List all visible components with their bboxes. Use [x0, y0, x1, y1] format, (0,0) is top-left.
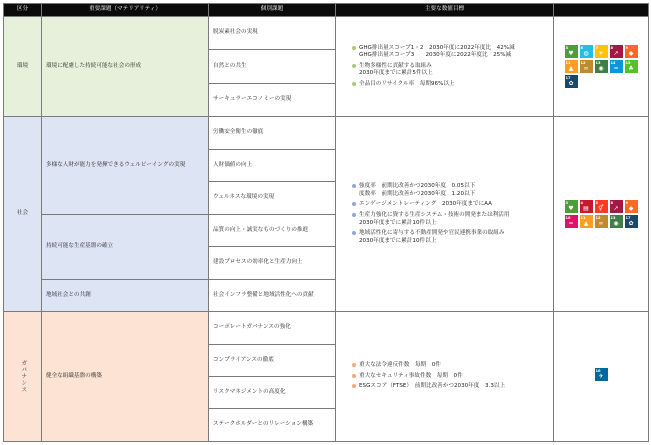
header-targets: 主要な数値目標 [336, 4, 554, 17]
sdg-goal-16-icon [595, 368, 608, 381]
sdg-glyph-icon: ◆ [628, 50, 634, 58]
target-text: 度数率 前期比改善かつ2030年度 1.20以下 [359, 190, 476, 197]
target-text: ESGスコア（FTSE） 前期比改善かつ2030年度 3.3以上 [359, 383, 506, 390]
target-text: 生物多様性に貢献する取組み [359, 62, 432, 69]
sdg-glyph-icon: ∞ [583, 65, 589, 73]
target-text: 2030年度までに累計10件以上 [359, 237, 437, 244]
bullet-icon [352, 184, 356, 188]
category-environment: 環境 [4, 17, 42, 117]
sdg-number: 7 [595, 45, 599, 50]
sdg-glyph-icon: ⚥ [598, 205, 604, 213]
sdg-number: 9 [625, 45, 629, 50]
sdg-glyph-icon: ◉ [613, 220, 619, 228]
sdg-goal-5-icon [595, 200, 608, 213]
sdg-glyph-icon: ♥ [568, 205, 574, 213]
header-row [4, 4, 649, 17]
target-item [352, 81, 549, 89]
issue-cell: 人財価値の向上 [209, 149, 336, 181]
materiality-environment: 環境に配慮した持続可能な社会の形成 [42, 17, 209, 117]
sdg-grid [565, 200, 638, 228]
issue-cell: 脱炭素社会の実現 [209, 17, 336, 50]
sdg-number: 15 [625, 60, 631, 65]
materiality-governance: 健全な組織基盤の構築 [42, 312, 209, 442]
sdg-glyph-icon: ♥ [568, 50, 574, 58]
sdg-grid [595, 368, 608, 381]
bullet-icon [352, 82, 356, 86]
sdg-glyph-icon: ▲ [583, 220, 589, 228]
target-list [340, 362, 549, 391]
sdg-goal-9-icon [625, 45, 638, 58]
sdg-number: 17 [565, 75, 571, 80]
header-category: 区分 [4, 4, 42, 17]
sdg-goal-11-icon [565, 60, 578, 73]
targets-environment [336, 17, 554, 117]
bullet-icon [352, 202, 356, 206]
target-item [352, 45, 549, 60]
issue-cell: 建設プロセスの効率化と生産力向上 [209, 247, 336, 279]
sdg-goal-3-icon [565, 45, 578, 58]
sdg-number: 5 [595, 200, 599, 205]
target-text: GHG排出量スコープ1・2 2030年度に2022年度比 42%減 [359, 44, 515, 51]
issue-cell: リスクマネジメントの高度化 [209, 377, 336, 409]
sdg-goal-3-icon [565, 200, 578, 213]
sdg-goal-10-icon [565, 215, 578, 228]
sdg-number: 3 [565, 45, 569, 50]
sdg-goal-6-icon [580, 45, 593, 58]
sdg-number: 16 [595, 368, 601, 373]
header-issues: 個別課題 [209, 4, 336, 17]
sdg-number: 14 [610, 60, 616, 65]
category-society: 社会 [4, 117, 42, 312]
target-text: 強度率 前期比改善かつ2030年度 0.05以下 [359, 183, 476, 190]
sdg-glyph-icon: ▲ [568, 65, 574, 73]
issue-cell: ウェルネスな環境の実現 [209, 182, 336, 214]
sdg-glyph-icon: ∞ [598, 220, 604, 228]
sdg-glyph-icon: ♣ [628, 65, 634, 73]
sdg-grid [565, 45, 638, 88]
target-text: 地域活性化に寄与する不動産開発や官民連携事業の取組み [359, 230, 505, 237]
sdg-icons-environment [554, 17, 649, 117]
sdg-goal-13-icon [610, 215, 623, 228]
sdg-number: 13 [595, 60, 601, 65]
materiality-society-2: 持続可能な生産基盤の確立 [42, 214, 209, 279]
sdg-icons-governance [554, 312, 649, 442]
table-row [4, 312, 649, 344]
target-text: 全品目のリサイクル率 毎期96%以上 [359, 81, 455, 88]
bullet-icon [352, 231, 356, 235]
sdg-goal-12-icon [595, 215, 608, 228]
sdg-goal-11-icon [580, 215, 593, 228]
sdg-glyph-icon: ✿ [568, 80, 574, 88]
sdg-glyph-icon: ☀ [598, 50, 604, 58]
sdg-number: 3 [565, 200, 569, 205]
sdg-glyph-icon: ↗ [613, 205, 619, 213]
bullet-icon [352, 384, 356, 388]
sdg-number: 12 [580, 60, 586, 65]
issue-cell: 品質の向上・誠実なものづくりの推進 [209, 214, 336, 246]
sdg-goal-13-icon [595, 60, 608, 73]
category-governance: ガバナンス [4, 312, 42, 442]
issue-cell: 自然との共生 [209, 50, 336, 83]
sdg-goal-17-icon [565, 75, 578, 88]
sdg-glyph-icon: ≈ [613, 65, 619, 73]
header-sdgs [554, 4, 649, 17]
sdg-number: 17 [625, 215, 631, 220]
issue-cell: 社会インフラ整備と地域活性化への貢献 [209, 279, 336, 311]
sdg-goal-15-icon [625, 60, 638, 73]
target-item [352, 201, 549, 209]
issue-cell: コーポレートガバナンスの強化 [209, 312, 336, 344]
target-item [352, 373, 549, 381]
target-text: 重大な法令違反件数 毎期 0件 [359, 362, 441, 369]
bullet-icon [352, 374, 356, 378]
target-text: エンゲージメントレーティング 2030年度までにAA [359, 201, 492, 208]
issue-cell: サーキュラーエコノミーの実現 [209, 83, 336, 116]
targets-society [336, 117, 554, 312]
sdg-glyph-icon: ✈ [598, 373, 604, 381]
sdg-number: 11 [580, 215, 586, 220]
materiality-table [3, 3, 649, 442]
sdg-goal-4-icon [580, 200, 593, 213]
bullet-icon [352, 46, 356, 50]
sdg-number: 11 [565, 60, 571, 65]
sdg-glyph-icon: ↗ [613, 50, 619, 58]
sdg-number: 9 [625, 200, 629, 205]
sdg-glyph-icon: ✿ [628, 220, 634, 228]
bullet-icon [352, 213, 356, 217]
bullet-icon [352, 64, 356, 68]
target-text: 2030年度までに累計5件以上 [359, 70, 433, 77]
target-item [352, 63, 549, 78]
sdg-goal-8-icon [610, 45, 623, 58]
sdg-glyph-icon: ◍ [583, 50, 589, 58]
target-item [352, 383, 549, 391]
header-materiality: 重要課題（マテリアリティ） [42, 4, 209, 17]
target-list [340, 183, 549, 245]
issue-cell: コンプライアンスの徹底 [209, 344, 336, 376]
materiality-society-3: 地域社会との共創 [42, 279, 209, 311]
sdg-goal-14-icon [610, 60, 623, 73]
sdg-glyph-icon: = [568, 220, 574, 228]
sdg-goal-7-icon [595, 45, 608, 58]
issue-cell: ステークホルダーとのリレーション構築 [209, 409, 336, 442]
target-item [352, 362, 549, 370]
target-text: 2030年度までに累計10件以上 [359, 219, 437, 226]
issue-cell: 労働安全衛生の徹底 [209, 117, 336, 149]
sdg-number: 8 [610, 45, 614, 50]
table-row [4, 117, 649, 149]
target-text: 重大なセキュリティ事故件数 毎期 0件 [359, 372, 463, 379]
sdg-number: 10 [565, 215, 571, 220]
sdg-goal-8-icon [610, 200, 623, 213]
sdg-goal-17-icon [625, 215, 638, 228]
sdg-glyph-icon: ◉ [598, 65, 604, 73]
sdg-number: 13 [610, 215, 616, 220]
bullet-icon [352, 363, 356, 367]
table-row [4, 17, 649, 50]
sdg-goal-9-icon [625, 200, 638, 213]
sdg-icons-society [554, 117, 649, 312]
sdg-number: 4 [580, 200, 584, 205]
sdg-number: 8 [610, 200, 614, 205]
target-text: GHG排出量スコープ3 2030年度に2022年度比 25%減 [359, 52, 512, 59]
sdg-glyph-icon: ◆ [628, 205, 634, 213]
targets-governance [336, 312, 554, 442]
sdg-number: 6 [580, 45, 584, 50]
target-list [340, 45, 549, 89]
target-item [352, 183, 549, 198]
sdg-glyph-icon: ▤ [583, 205, 589, 213]
sdg-number: 12 [595, 215, 601, 220]
target-item [352, 212, 549, 227]
materiality-society-1: 多様な人財が能力を発揮できるウェルビーイングの実現 [42, 117, 209, 214]
target-item [352, 230, 549, 245]
target-text: 生産力強化に資する生産システム・技術の開発または利活用 [359, 211, 510, 218]
sdg-goal-12-icon [580, 60, 593, 73]
